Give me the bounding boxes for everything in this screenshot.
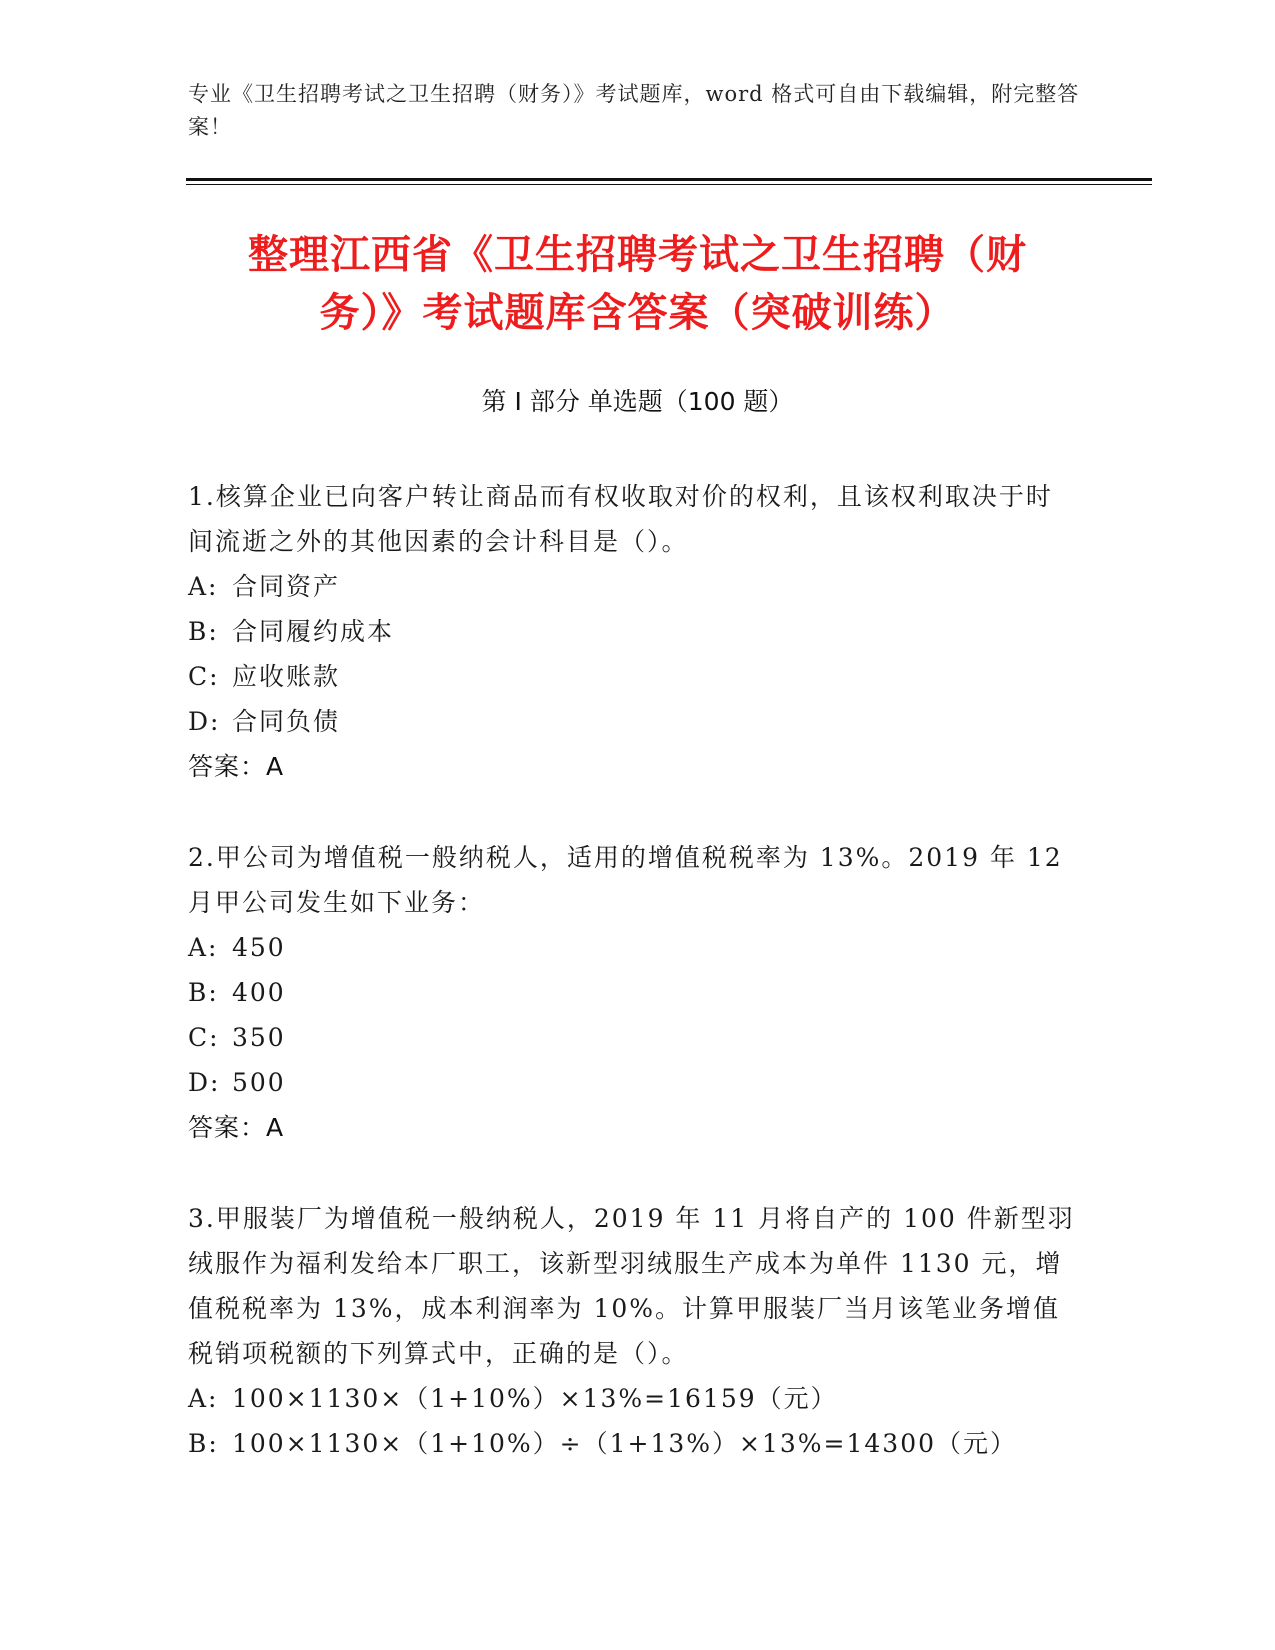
option-text: 350 bbox=[232, 1023, 286, 1052]
option-letter: B: bbox=[188, 1429, 219, 1458]
section-heading: 第 I 部分 单选题（100 题） bbox=[481, 387, 794, 416]
option-letter: D: bbox=[188, 707, 221, 736]
header-note: 专业《卫生招聘考试之卫生招聘（财务）》考试题库，word 格式可自由下载编辑，附完整答案！ bbox=[188, 82, 1080, 139]
option-a bbox=[188, 925, 1078, 970]
question-1 bbox=[188, 474, 1078, 789]
option-a bbox=[188, 564, 1078, 609]
option-text: 应收账款 bbox=[232, 662, 341, 691]
option-letter: B: bbox=[188, 978, 219, 1007]
option-text: 合同资产 bbox=[232, 572, 341, 601]
answer-line: 答案：A bbox=[188, 1113, 285, 1142]
option-letter: C: bbox=[188, 1023, 220, 1052]
header-rule-thick bbox=[186, 178, 1152, 181]
option-text: 450 bbox=[232, 933, 286, 962]
option-text: 100×1130×（1+10%）×13%=16159（元） bbox=[232, 1384, 838, 1413]
option-letter: B: bbox=[188, 617, 219, 646]
option-text: 100×1130×（1+10%）÷（1+13%）×13%=14300（元） bbox=[232, 1429, 1018, 1458]
question-3 bbox=[188, 1196, 1078, 1466]
document-title bbox=[150, 226, 1125, 342]
option-b bbox=[188, 970, 1078, 1015]
option-c bbox=[188, 654, 1078, 699]
option-text: 400 bbox=[232, 978, 286, 1007]
option-text: 合同履约成本 bbox=[232, 617, 395, 646]
option-letter: D: bbox=[188, 1068, 221, 1097]
option-letter: A: bbox=[188, 572, 219, 601]
header-rule-thin bbox=[186, 184, 1152, 185]
question-stem: 2.甲公司为增值税一般纳税人，适用的增值税税率为 13%。2019 年 12 月甲公司发生如下业务： bbox=[188, 843, 1063, 917]
answer-line: 答案：A bbox=[188, 752, 285, 781]
question-list bbox=[188, 474, 1078, 1512]
option-letter: A: bbox=[188, 1384, 219, 1413]
question-stem: 1.核算企业已向客户转让商品而有权收取对价的权利，且该权利取决于时间流逝之外的其他因素的会计科目是（）。 bbox=[188, 482, 1053, 556]
option-c bbox=[188, 1015, 1078, 1060]
option-letter: C: bbox=[188, 662, 220, 691]
option-text: 合同负债 bbox=[232, 707, 341, 736]
option-text: 500 bbox=[232, 1068, 286, 1097]
option-d bbox=[188, 1060, 1078, 1105]
option-b bbox=[188, 1421, 1078, 1466]
question-2 bbox=[188, 835, 1078, 1150]
document-title-line-2: 务）》考试题库含答案（突破训练） bbox=[319, 290, 956, 336]
option-b bbox=[188, 609, 1078, 654]
option-d bbox=[188, 699, 1078, 744]
option-a bbox=[188, 1376, 1078, 1421]
document-title-line-1: 整理江西省《卫生招聘考试之卫生招聘（财 bbox=[248, 232, 1027, 278]
option-letter: A: bbox=[188, 933, 219, 962]
question-stem: 3.甲服装厂为增值税一般纳税人，2019 年 11 月将自产的 100 件新型羽绒服作为福利发给本厂职工，该新型羽绒服生产成本为单件 1130 元，增值税税率为 13%，成本利润率为 10%。计算甲服装厂当月该笔业务增值税销项税额的下列算式中，正确的是（）。 bbox=[188, 1204, 1075, 1368]
